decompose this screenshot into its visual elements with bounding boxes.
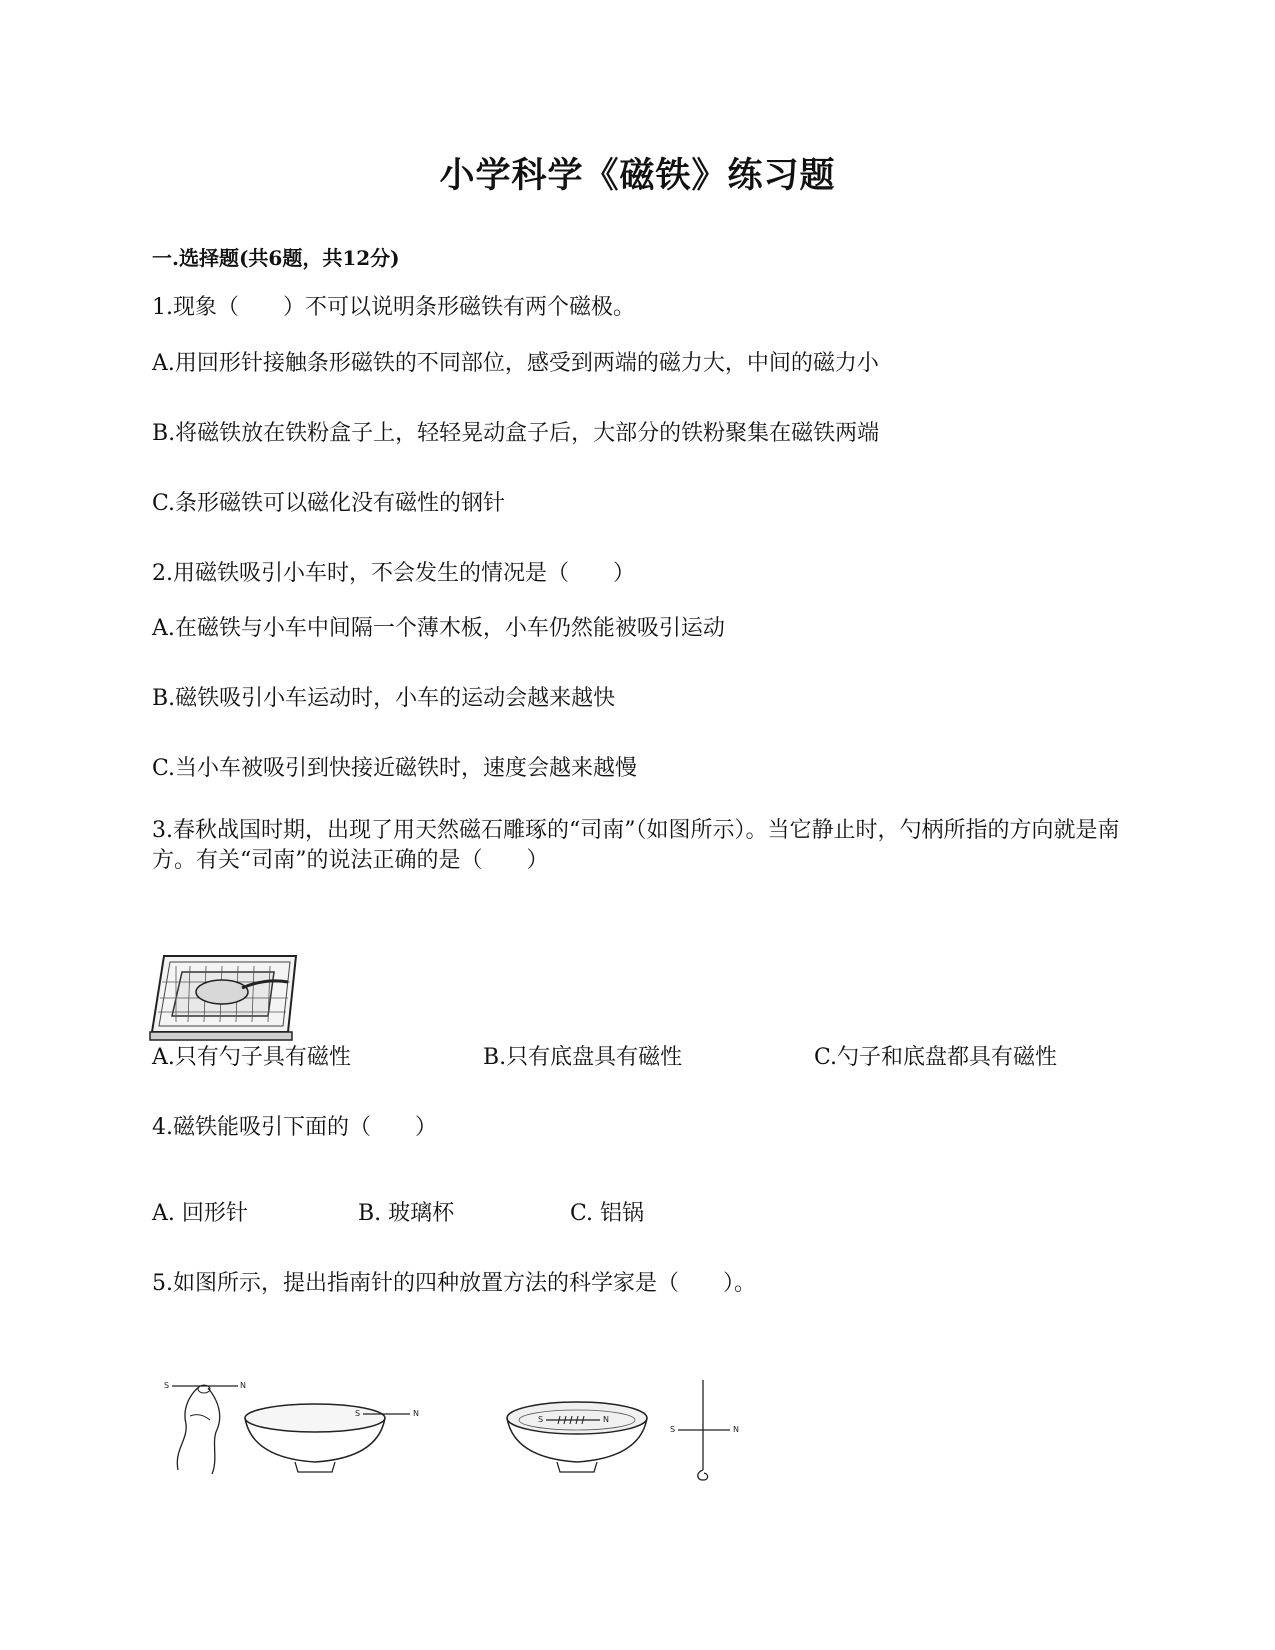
- question-4-option-b: B. 玻璃杯: [358, 1201, 455, 1226]
- page-title: 小学科学《磁铁》练习题: [439, 155, 836, 196]
- question-3-option-c: C.勺子和底盘都具有磁性: [814, 1045, 1058, 1070]
- svg-text:S: S: [355, 1409, 361, 1418]
- section-heading: 一.选择题(共6题，共12分): [152, 246, 400, 270]
- question-3-stem: 3.春秋战国时期，出现了用天然磁石雕琢的“司南”（如图所示）。当它静止时，勺柄所指的方向就是南方。有关“司南”的说法正确的是（ ）: [152, 818, 1120, 873]
- sinan-illustration-icon: [150, 952, 300, 1042]
- question-1-option-c: C.条形磁铁可以磁化没有磁性的钢针: [152, 491, 506, 516]
- svg-text:S: S: [670, 1425, 676, 1434]
- compass-placement-icon: [160, 1380, 780, 1490]
- question-3-option-a: A.只有勺子具有磁性: [152, 1045, 351, 1070]
- svg-text:N: N: [413, 1409, 419, 1418]
- question-3-option-b: B.只有底盘具有磁性: [483, 1045, 683, 1070]
- fig-label-s: S: [164, 1381, 170, 1390]
- question-1-option-b: B.将磁铁放在铁粉盒子上，轻轻晃动盒子后，大部分的铁粉聚集在磁铁两端: [152, 421, 880, 446]
- question-5-stem: 5.如图所示，提出指南针的四种放置方法的科学家是（ ）。: [152, 1271, 756, 1296]
- question-2-option-c: C.当小车被吸引到快接近磁铁时，速度会越来越慢: [152, 756, 638, 781]
- question-1-option-a: A.用回形针接触条形磁铁的不同部位，感受到两端的磁力大，中间的磁力小: [152, 351, 879, 376]
- question-4-option-a: A. 回形针: [152, 1201, 248, 1226]
- svg-text:S: S: [538, 1415, 544, 1424]
- question-4-stem: 4.磁铁能吸引下面的（ ）: [152, 1115, 437, 1140]
- question-1-stem: 1.现象（ ）不可以说明条形磁铁有两个磁极。: [152, 295, 635, 320]
- question-2-option-a: A.在磁铁与小车中间隔一个薄木板，小车仍然能被吸引运动: [152, 616, 725, 641]
- question-4-option-c: C. 铝锅: [570, 1201, 645, 1226]
- svg-text:N: N: [603, 1415, 609, 1424]
- svg-text:N: N: [733, 1425, 739, 1434]
- question-2-option-b: B.磁铁吸引小车运动时，小车的运动会越来越快: [152, 686, 616, 711]
- question-2-stem: 2.用磁铁吸引小车时，不会发生的情况是（ ）: [152, 561, 635, 586]
- fig-label-n: N: [240, 1381, 246, 1390]
